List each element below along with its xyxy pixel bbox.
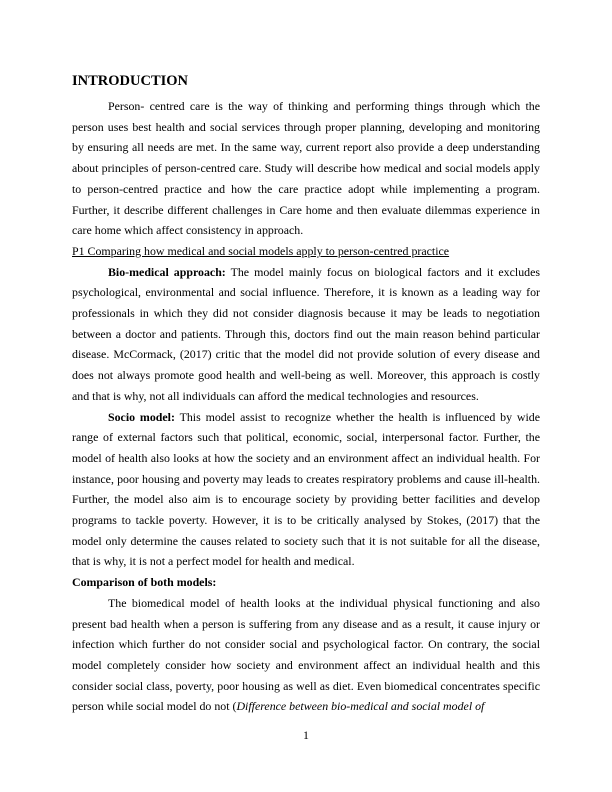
socio-label: Socio model: <box>108 409 175 424</box>
biomedical-label: Bio-medical approach: <box>108 264 226 279</box>
heading-introduction: INTRODUCTION <box>72 73 189 89</box>
comparison-italic: Difference between bio-medical and social model of <box>236 699 485 714</box>
biomedical-text: The model mainly focus on biological factors and it excludes psychological, environmental and social influence. Therefore, it is known as a leading way for professionals in which they did not consider diagnosis because it may be leads to negotiation between a doctor and patients. Through this, doctors find out the main reason behind particular disease. McCormack, (2017) critic that the model did not provide solution of every disease and does not always promote good health and well-being as well. Moreover, this approach is costly and that is why, not all individuals can afford the medical technologies and resources. <box>72 264 541 403</box>
section-heading-p1: P1 Comparing how medical and social models apply to person-centred practice <box>72 243 450 258</box>
comparison-paragraph <box>72 593 540 717</box>
intro-paragraph: Person- centred care is the way of thinking and performing things through which the person uses best health and social services through proper planning, developing and monitoring by ensuring all needs are met. In the same way, current report also provide a deep understanding about principles of person-centred care. Study will describe how medical and social models apply to person-centred practice and how the care practice adopt while implementing a program. Further, it describe different challenges in Care home and then evaluate dilemmas experience in care home which affect consistency in approach. <box>72 99 540 238</box>
socio-paragraph <box>72 407 540 573</box>
socio-text: This model assist to recognize whether the health is influenced by wide range of external factors such that political, economic, social, interpersonal factor. Further, the model of health also looks at how the society and an environment affect an individual health. For instance, poor housing and poverty may leads to creates respiratory problems and cause ill-health. Further, the model also aim is to encourage society by providing better facilities and develop programs to tackle poverty. However, it is to be critically analysed by Stokes, (2017) that the model only determine the causes related to society such that it is not suitable for all the disease, that is why, it is not a perfect model for health and medical. <box>72 409 541 569</box>
document-page <box>72 72 540 717</box>
comparison-heading: Comparison of both models: <box>72 575 217 590</box>
page-number: 1 <box>303 728 309 742</box>
biomedical-paragraph <box>72 262 540 407</box>
comparison-text: The biomedical model of health looks at the individual physical functioning and also present bad health when a person is suffering from any disease and as a result, it cause injury or infection which further do not consider social and psychological factor. On contrary, the social model completely consider how society and environment affect an individual health and this consider social class, poverty, poor housing as well as diet. Even biomedical concentrates specific person while social model do not ( <box>72 595 540 714</box>
